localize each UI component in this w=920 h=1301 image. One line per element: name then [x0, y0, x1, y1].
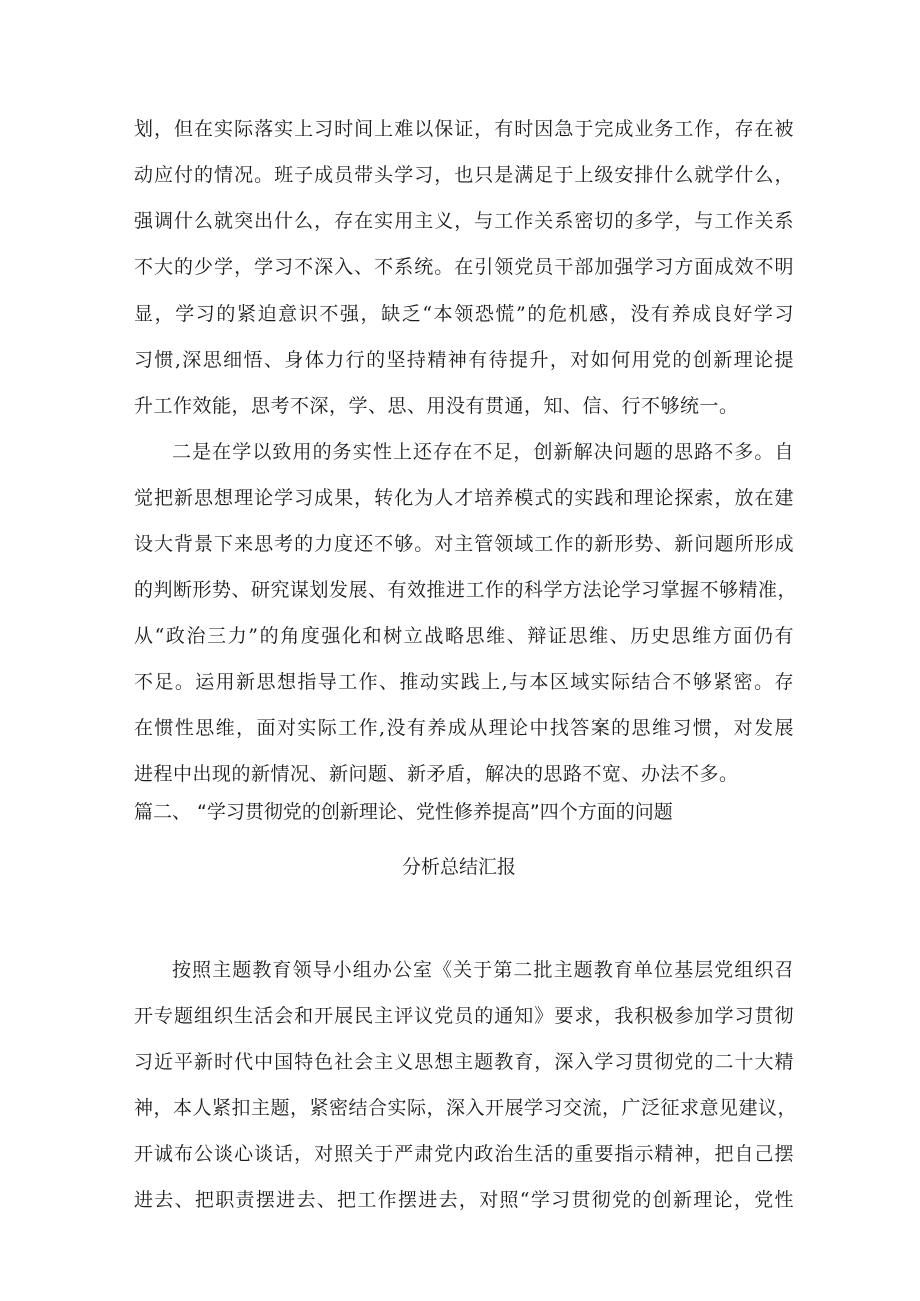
paragraph-line: 显，学习的紧迫意识不强，缺乏“本领恐慌”的危机感，没有养成良好学习	[134, 303, 794, 325]
paragraph-line: 设大背景下来思考的力度还不够。对主管领域工作的新形势、新问题所形成	[134, 533, 794, 555]
paragraph-line: 觉把新思想理论学习成果，转化为人才培养模式的实践和理论探索，放在建	[134, 487, 794, 509]
paragraph-line: 开诚布公谈心谈话，对照关于严肃党内政治生活的重要指示精神，把自己摆	[134, 1143, 794, 1165]
paragraph-line: 习惯,深思细悟、身体力行的坚持精神有待提升，对如何用党的创新理论提	[134, 349, 794, 371]
paragraph-line: 动应付的情况。班子成员带头学习，也只是满足于上级安排什么就学什么，	[134, 164, 794, 186]
section-heading-line1: 篇二、 “学习贯彻党的创新理论、党性修养提高”四个方面的问题	[134, 801, 673, 823]
paragraph-line: 进去、把职责摆进去、把工作摆进去，对照“学习贯彻党的创新理论，党性	[134, 1189, 794, 1211]
paragraph-line: 进程中出现的新情况、新问题、新矛盾，解决的思路不宽、办法不多。	[134, 763, 739, 785]
section-heading-line2: 分析总结汇报	[402, 856, 517, 878]
paragraph-line: 划，但在实际落实上习时间上难以保证，有时因急于完成业务工作，存在被	[134, 118, 794, 140]
paragraph-line: 开专题组织生活会和开展民主评议党员的通知》要求，我积极参加学习贯彻	[134, 1005, 794, 1027]
paragraph-line: 不足。运用新思想指导工作、推动实践上,与本区域实际结合不够紧密。存	[134, 671, 794, 693]
paragraph-line: 从“政治三力”的角度强化和树立战略思维、辩证思维、历史思维方面仍有	[134, 625, 794, 647]
paragraph-line: 的判断形势、研究谋划发展、有效推进工作的科学方法论学习掌握不够精准，	[134, 579, 798, 601]
paragraph-line: 在惯性思维，面对实际工作,没有养成从理论中找答案的思维习惯，对发展	[134, 717, 794, 739]
paragraph-line: 按照主题教育领导小组办公室《关于第二批主题教育单位基层党组织召	[172, 959, 794, 981]
paragraph-line: 强调什么就突出什么，存在实用主义，与工作关系密切的多学，与工作关系	[134, 210, 794, 232]
paragraph-line: 升工作效能，思考不深，学、思、用没有贯通，知、信、行不够统一。	[134, 395, 739, 417]
paragraph-line: 习近平新时代中国特色社会主义思想主题教育，深入学习贯彻党的二十大精	[134, 1051, 794, 1073]
paragraph-line: 二是在学以致用的务实性上还存在不足，创新解决问题的思路不多。自	[172, 441, 794, 463]
paragraph-line: 神，本人紧扣主题，紧密结合实际，深入开展学习交流，广泛征求意见建议，	[134, 1097, 798, 1119]
paragraph-line: 不大的少学，学习不深入、不系统。在引领党员干部加强学习方面成效不明	[134, 256, 794, 278]
